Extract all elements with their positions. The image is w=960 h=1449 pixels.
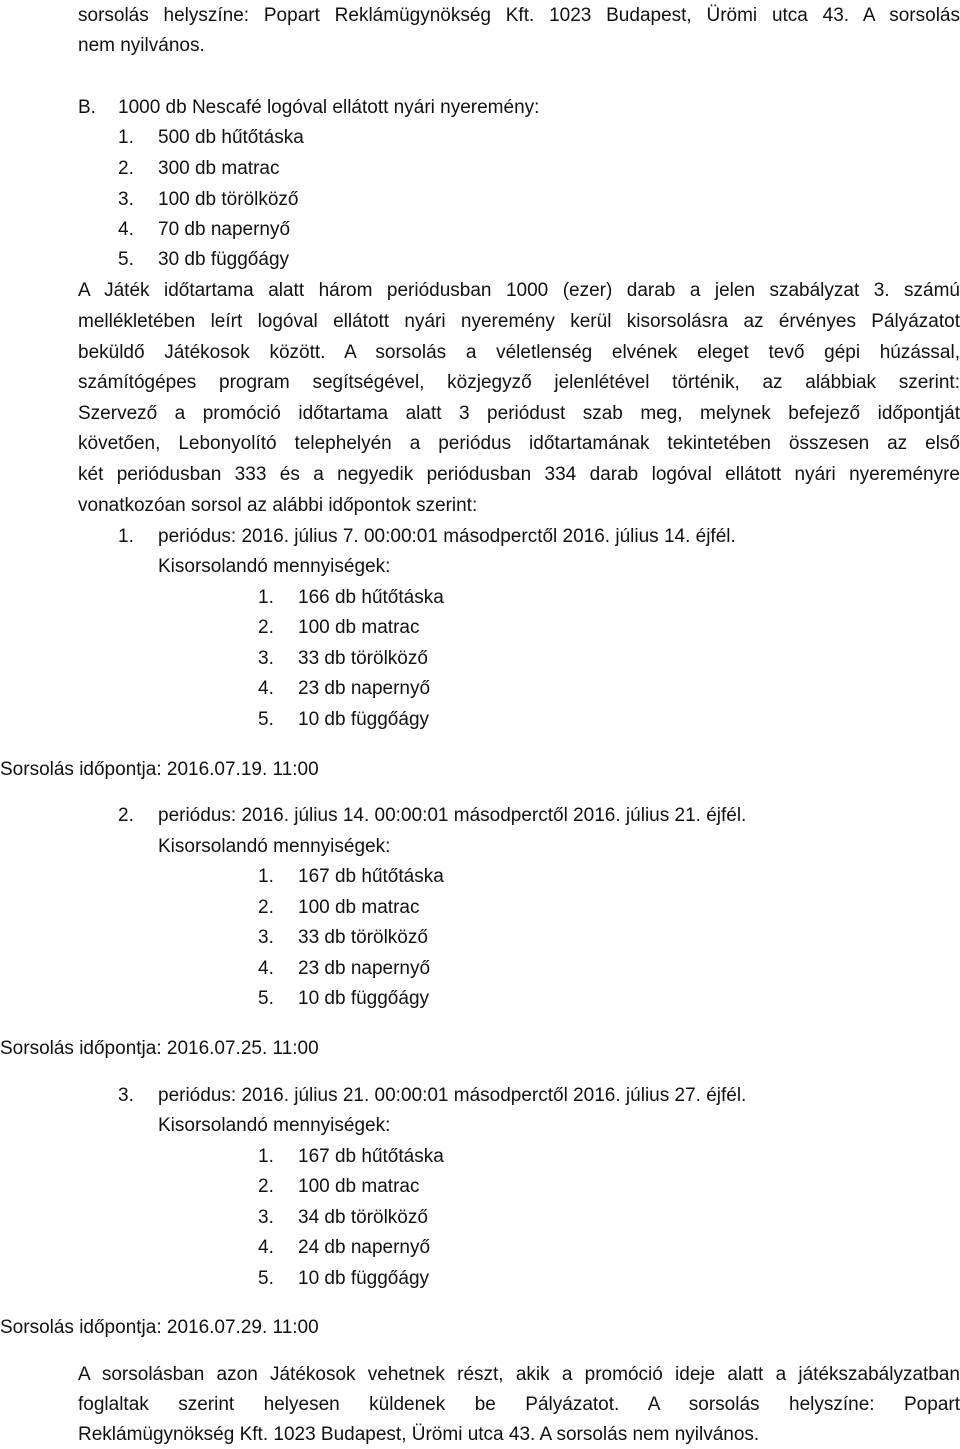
list-item: 1. 500 db hűtőtáska <box>118 127 304 148</box>
list-item: 2. 100 db matrac <box>258 897 420 918</box>
period-3-draw-date: Sorsolás időpontja: 2016.07.29. 11:00 <box>0 1317 319 1338</box>
intro-line-2: nem nyilvános. <box>78 35 205 56</box>
list-item: 5. 10 db függőágy <box>258 1268 430 1289</box>
list-item: 2. 100 db matrac <box>258 617 420 638</box>
paragraph-line: mellékletében leírt logóval ellátott nyári nyeremény kerül kisorsolásra az érvényes Pályázatot <box>78 311 960 332</box>
list-item: 5. 30 db függőágy <box>118 249 290 270</box>
list-item: 4. 23 db napernyő <box>258 958 431 979</box>
paragraph-line: vonatkozóan sorsol az alábbi időpontok szerint: <box>78 495 478 516</box>
list-item: 4. 70 db napernyő <box>118 219 291 240</box>
period-2-title: 2. periódus: 2016. július 14. 00:00:01 másodperctől 2016. július 21. éjfél. <box>118 805 747 826</box>
list-item: 1. 167 db hűtőtáska <box>258 866 444 887</box>
period-1-subtitle: Kisorsolandó mennyiségek: <box>158 556 391 577</box>
list-item: 3. 33 db törölköző <box>258 927 428 948</box>
paragraph-line: Szervező a promóció időtartama alatt 3 periódust szab meg, melynek befejező időpontját <box>78 403 960 424</box>
list-item: 4. 24 db napernyő <box>258 1237 431 1258</box>
section-b-title: 1000 db Nescafé logóval ellátott nyári nyeremény: <box>118 97 540 118</box>
list-item: 1. 167 db hűtőtáska <box>258 1146 444 1167</box>
paragraph-line: számítógépes program segítségével, közjegyző jelenlétével történik, az alábbiak szerint: <box>78 372 960 393</box>
list-item: 1. 166 db hűtőtáska <box>258 587 444 608</box>
list-item: 5. 10 db függőágy <box>258 988 430 1009</box>
list-item: 3. 34 db törölköző <box>258 1207 428 1228</box>
paragraph-line: követően, Lebonyolító telephelyén a periódus időtartamának tekintetében összesen az első <box>78 433 960 454</box>
period-3-title: 3. periódus: 2016. július 21. 00:00:01 másodperctől 2016. július 27. éjfél. <box>118 1085 747 1106</box>
list-item: 2. 300 db matrac <box>118 158 280 179</box>
list-item: 3. 33 db törölköző <box>258 648 428 669</box>
period-2-draw-date: Sorsolás időpontja: 2016.07.25. 11:00 <box>0 1038 319 1059</box>
list-item: 4. 23 db napernyő <box>258 678 431 699</box>
list-item: 3. 100 db törölköző <box>118 189 299 210</box>
period-1-draw-date: Sorsolás időpontja: 2016.07.19. 11:00 <box>0 759 319 780</box>
closing-line: Reklámügynökség Kft. 1023 Budapest, Ürömi utca 43. A sorsolás nem nyilvános. <box>78 1424 760 1445</box>
period-3-subtitle: Kisorsolandó mennyiségek: <box>158 1115 391 1136</box>
period-2-subtitle: Kisorsolandó mennyiségek: <box>158 836 391 857</box>
closing-line: foglaltak szerint helyesen küldenek be Pályázatot. A sorsolás helyszíne: Popart <box>78 1394 960 1415</box>
closing-line: A sorsolásban azon Játékosok vehetnek részt, akik a promóció ideje alatt a játékszabályzatban <box>78 1364 960 1385</box>
list-item: 2. 100 db matrac <box>258 1176 420 1197</box>
paragraph-line: két periódusban 333 és a negyedik periódusban 334 darab logóval ellátott nyári nyereményre <box>78 464 960 485</box>
intro-line-1: sorsolás helyszíne: Popart Reklámügynökség Kft. 1023 Budapest, Ürömi utca 43. A sorsolás <box>78 5 960 26</box>
paragraph-line: A Játék időtartama alatt három periódusban 1000 (ezer) darab a jelen szabályzat 3. számú <box>78 280 960 301</box>
section-b-heading <box>78 94 539 122</box>
section-b-marker: B. <box>78 97 96 118</box>
period-1-title: 1. periódus: 2016. július 7. 00:00:01 másodperctől 2016. július 14. éjfél. <box>118 526 736 547</box>
paragraph-line: beküldő Játékosok között. A sorsolás a véletlenség elvének eleget tevő gépi húzással, <box>78 342 960 363</box>
list-item: 5. 10 db függőágy <box>258 709 430 730</box>
